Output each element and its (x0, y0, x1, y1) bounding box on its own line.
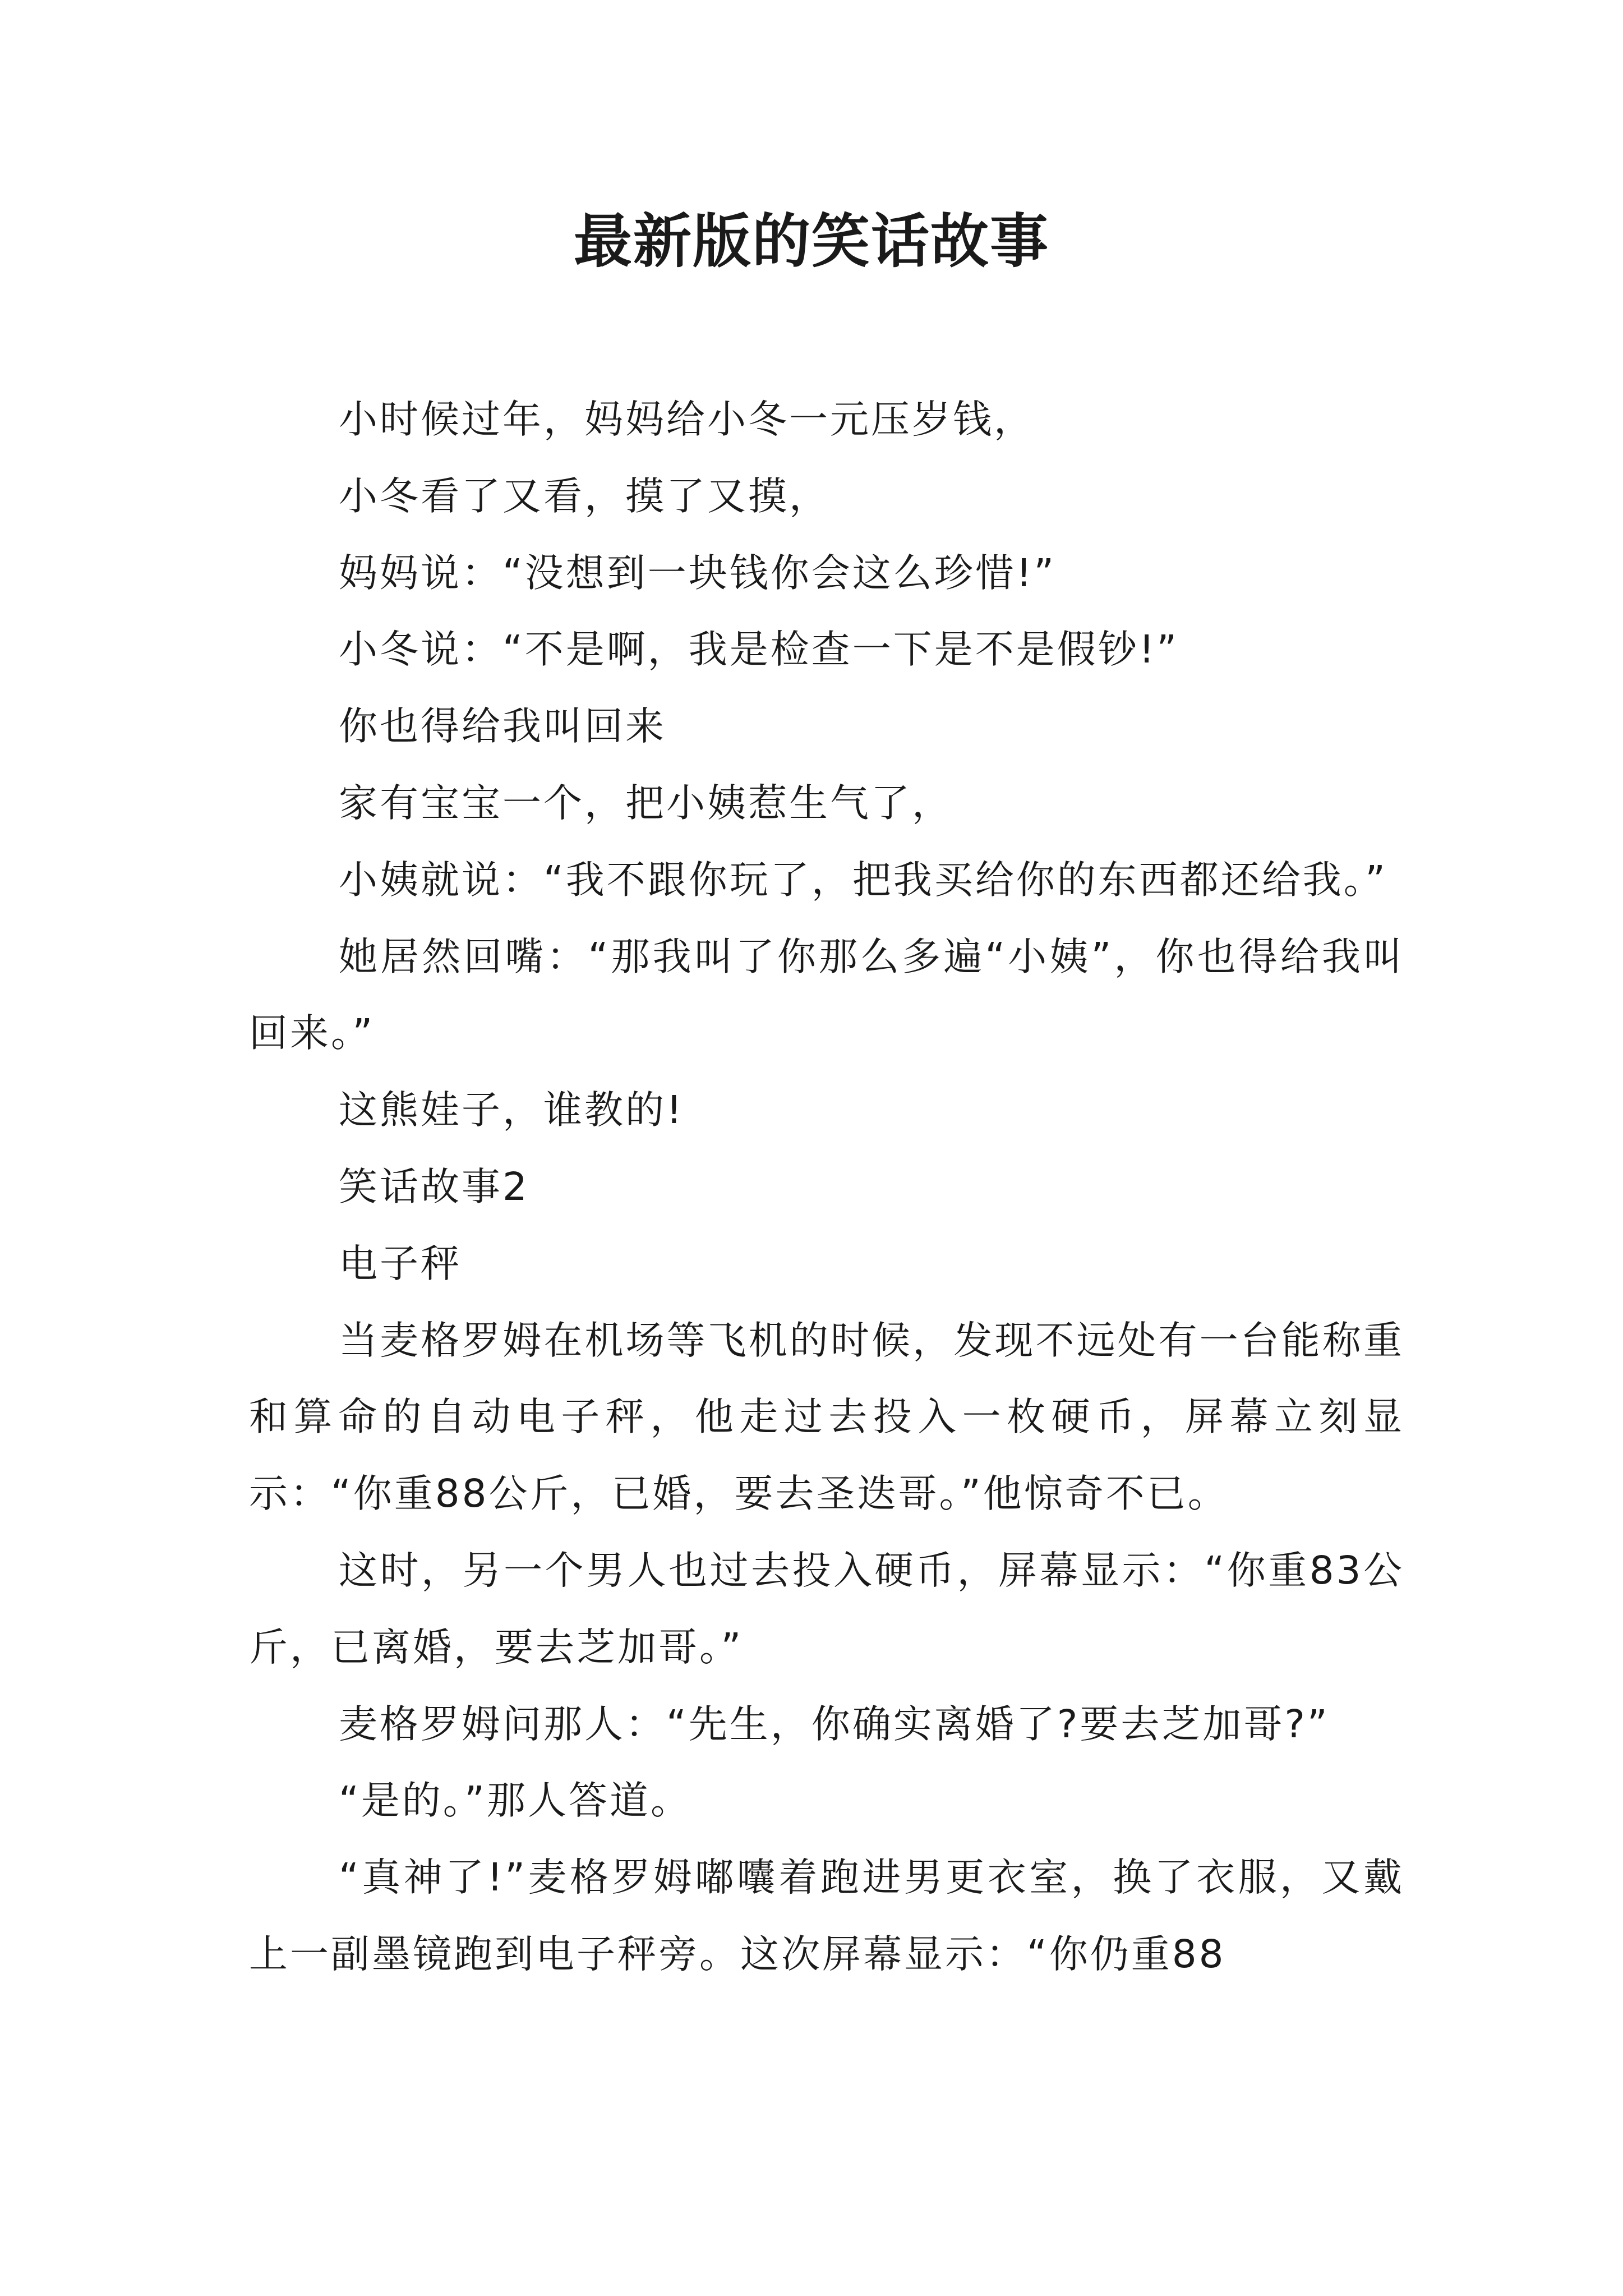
paragraph: 小冬看了又看，摸了又摸， (339, 473, 830, 519)
document-title: 最新版的笑话故事 (573, 206, 1049, 275)
paragraph: 这时，另一个男人也过去投入硬币，屏幕显示：“你重83公斤，已离婚，要去芝加哥。” (249, 1548, 1404, 1670)
paragraph: 家有宝宝一个，把小姨惹生气了， (339, 780, 953, 826)
paragraph: 笑话故事2 (339, 1164, 529, 1209)
paragraph: “真神了!”麦格罗姆嘟囔着跑进男更衣室，换了衣服，又戴上一副墨镜跑到电子秤旁。这次屏幕显示：“你仍重88 (249, 1855, 1404, 1977)
paragraph: 小冬说：“不是啊，我是检查一下是不是假钞!” (339, 627, 1179, 673)
paragraph: 小姨就说：“我不跟你玩了，把我买给你的东西都还给我。” (339, 857, 1387, 903)
paragraph: 当麦格罗姆在机场等飞机的时候，发现不远处有一台能称重和算命的自动电子秤，他走过去投入一枚硬币，屏幕立刻显示：“你重88公斤，已婚，要去圣迭哥。”他惊奇不已。 (249, 1318, 1404, 1517)
paragraph: 这熊娃子，谁教的! (339, 1088, 684, 1133)
paragraph: “是的。”那人答道。 (339, 1778, 691, 1824)
paragraph: 小时候过年，妈妈给小冬一元压岁钱， (339, 397, 1035, 442)
paragraph: 她居然回嘴：“那我叫了你那么多遍“小姨”，你也得给我叫回来。” (249, 934, 1404, 1056)
paragraph: 你也得给我叫回来 (339, 704, 666, 749)
paragraph: 麦格罗姆问那人：“先生，你确实离婚了?要去芝加哥?” (339, 1701, 1330, 1747)
document-body (249, 381, 1404, 1993)
paragraph: 妈妈说：“没想到一块钱你会这么珍惜!” (339, 550, 1057, 596)
paragraph: 电子秤 (339, 1241, 462, 1286)
